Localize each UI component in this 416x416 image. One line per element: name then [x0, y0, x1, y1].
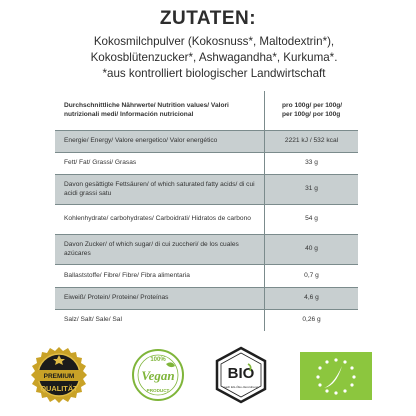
header-value: pro 100g/ per 100g/ per 100g/ por 100g	[282, 102, 343, 118]
title: ZUTATEN:	[159, 8, 257, 29]
eu-organic-leaf-icon	[300, 352, 372, 400]
row-value: 54 g	[305, 215, 318, 223]
table-row	[55, 205, 358, 235]
header-label: Durchschnittliche Nährwerte/ Nutrition values/ Valori nutrizionali medi/ Información nutricional	[55, 91, 265, 130]
bio-sub-text: nach EG-Öko-Verordnung	[223, 385, 259, 389]
row-value: 31 g	[305, 185, 318, 193]
row-value: 2221 kJ / 532 kcal	[284, 137, 339, 145]
vegan-main-text: Vegan	[141, 368, 175, 383]
row-value: 0,7 g	[304, 271, 319, 279]
certification-badges	[0, 346, 416, 406]
row-label: Kohlenhydrate/ carbohydrates/ Carboidrati/ Hidratos de carbono	[55, 205, 265, 234]
table-row	[55, 310, 358, 331]
vegan-bottom-text: PRODUCT	[146, 388, 170, 393]
bio-seal-icon	[212, 346, 270, 404]
row-label: Salz/ Salt/ Sale/ Sal	[55, 310, 265, 331]
ingredients-line-3: *aus kontrolliert biologischer Landwirtschaft	[102, 67, 326, 80]
vegan-top-text: 100%	[150, 357, 166, 363]
row-label: Davon Zucker/ of which sugar/ di cui zuccheri/ de los cuales azúcares	[55, 235, 265, 264]
ingredients-text	[52, 34, 376, 82]
row-value: 4,6 g	[304, 294, 319, 302]
vegan-badge-icon	[130, 346, 186, 404]
table-row	[55, 235, 358, 265]
table-row	[55, 288, 358, 310]
nutrition-table	[55, 91, 358, 331]
premium-bottom-text: QUALITÄT	[40, 384, 78, 393]
row-label: Davon gesättigte Fettsäuren/ of which saturated fatty acids/ di cui acidi grassi satu	[55, 175, 265, 204]
table-row	[55, 153, 358, 175]
bio-main-text: BIO	[227, 365, 255, 382]
ingredients-line-2: Kokosblütenzucker*, Ashwagandha*, Kurkuma*.	[90, 51, 338, 64]
table-row	[55, 175, 358, 205]
row-label: Fett/ Fat/ Grassi/ Grasas	[55, 153, 265, 174]
premium-quality-seal-icon	[30, 346, 88, 404]
row-value: 40 g	[305, 245, 318, 253]
row-label: Eiweiß/ Protein/ Proteine/ Proteínas	[55, 288, 265, 309]
ingredients-line-1: Kokosmilchpulver (Kokosnuss*, Maltodextrin*),	[93, 35, 335, 48]
row-label: Ballaststoffe/ Fibre/ Fibre/ Fibra alimentaria	[55, 265, 265, 287]
table-row	[55, 131, 358, 153]
table-header-row	[55, 91, 358, 131]
table-row	[55, 265, 358, 288]
row-value: 33 g	[305, 159, 318, 167]
row-label: Energie/ Energy/ Valore energetico/ Valor energético	[55, 131, 265, 152]
row-value: 0,26 g	[302, 316, 321, 324]
premium-top-text: PREMIUM	[43, 373, 75, 380]
